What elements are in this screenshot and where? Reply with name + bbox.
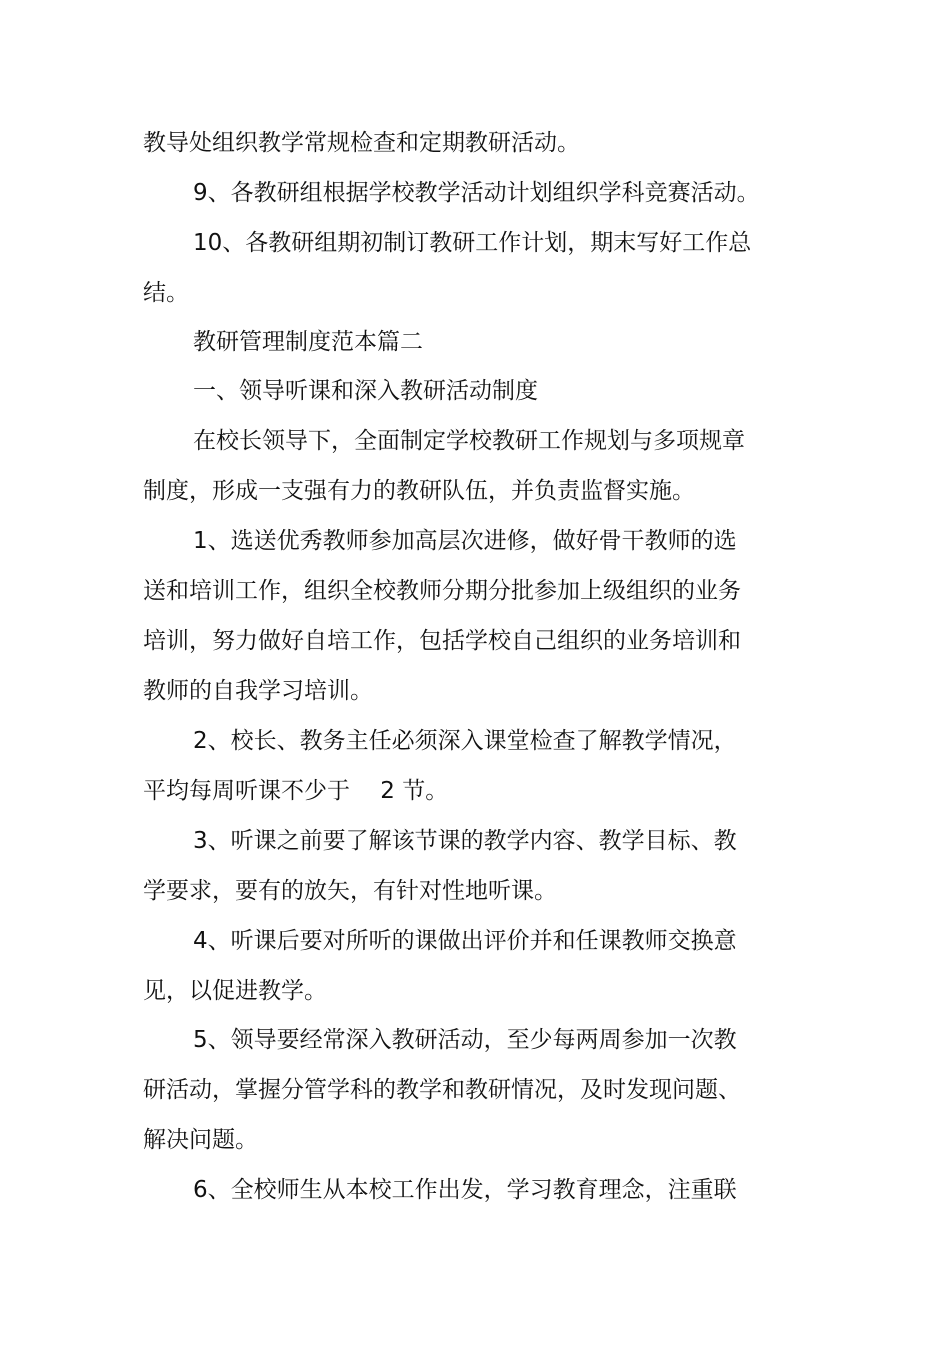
text-line: 3、听课之前要了解该节课的教学内容、教学目标、教 [193, 828, 737, 854]
text-line: 4、听课后要对所听的课做出评价并和任课教师交换意 [193, 928, 737, 954]
text-line: 5、领导要经常深入教研活动，至少每两周参加一次教 [193, 1027, 737, 1053]
text-line: 结。 [143, 280, 189, 306]
text-line: 在校长领导下，全面制定学校教研工作规划与多项规章 [193, 428, 745, 454]
text-line: 学要求，要有的放矢，有针对性地听课。 [143, 878, 557, 904]
text-line: 教导处组织教学常规检查和定期教研活动。 [143, 130, 580, 156]
text-line: 教师的自我学习培训。 [143, 678, 373, 704]
section-heading: 教研管理制度范本篇二 [193, 329, 423, 355]
text-line: 解决问题。 [143, 1127, 258, 1153]
text-line: 6、全校师生从本校工作出发，学习教育理念，注重联 [193, 1177, 737, 1203]
text-line: 送和培训工作，组织全校教师分期分批参加上级组织的业务 [143, 578, 741, 604]
text-line: 制度，形成一支强有力的教研队伍，并负责监督实施。 [143, 478, 695, 504]
text-line: 1、选送优秀教师参加高层次进修，做好骨干教师的选 [193, 528, 737, 554]
text-line: 9、各教研组根据学校教学活动计划组织学科竞赛活动。 [193, 180, 760, 206]
text-line: 见，以促进教学。 [143, 978, 327, 1004]
text-line: 平均每周听课不少于 2 节。 [143, 778, 449, 804]
subsection-heading: 一、领导听课和深入教研活动制度 [193, 378, 538, 404]
text-line: 研活动，掌握分管学科的教学和教研情况，及时发现问题、 [143, 1077, 741, 1103]
text-line: 10、各教研组期初制订教研工作计划，期末写好工作总 [193, 230, 752, 256]
text-line: 培训，努力做好自培工作，包括学校自己组织的业务培训和 [143, 628, 741, 654]
text-line: 2、校长、教务主任必须深入课堂检查了解教学情况， [193, 728, 737, 754]
